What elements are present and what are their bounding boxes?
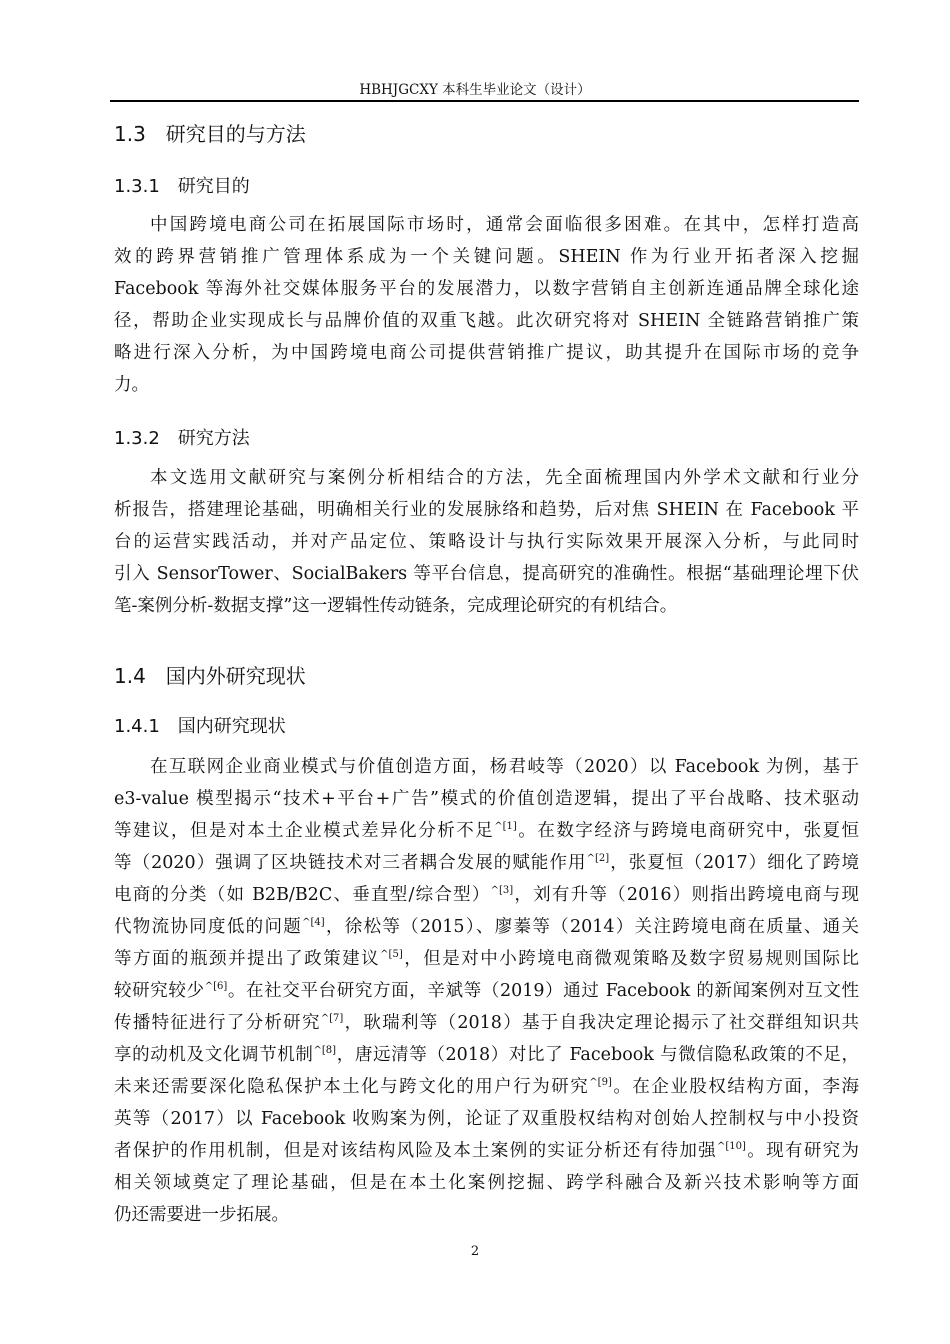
text-segment: 代物流协同度低的问题 [114, 917, 303, 937]
text-line [114, 241, 859, 273]
text-segment: 台的运营实践活动，并对产品定位、策略设计与执行实际效果开展深入分析，与此同时 [114, 532, 859, 552]
text-line [114, 1135, 859, 1167]
heading-1-4-1: 1.4.1 国内研究现状 [114, 716, 286, 737]
text-line [114, 783, 859, 815]
text-line [114, 879, 859, 911]
text-segment: Facebook 等海外社交媒体服务平台的发展潜力，以数字营销自主创新连通品牌全球化途 [114, 279, 859, 299]
text-segment: 相关领域奠定了理论基础，但是在本土化案例挖掘、跨学科融合及新兴技术影响等方面 [114, 1173, 859, 1193]
text-segment: 者保护的作用机制，但是对该结构风险及本土案例的实证分析还有待加强 [114, 1141, 718, 1161]
text-line [114, 847, 859, 879]
header-rule [110, 100, 859, 102]
text-segment: ，唐远清等（2018）对比了 Facebook 与微信隐私政策的不足， [336, 1045, 859, 1065]
heading-1-4: 1.4 国内外研究现状 [114, 664, 306, 688]
text-line [114, 558, 859, 590]
text-segment: 享的动机及文化调节机制 [114, 1045, 314, 1065]
text-segment: ，徐松等（2015）、廖蓁等（2014）关注跨境电商在质量、通关 [324, 917, 859, 937]
text-segment: 中国跨境电商公司在拓展国际市场时，通常会面临很多困难。在其中，怎样打造高 [150, 215, 859, 235]
text-line [114, 1039, 859, 1071]
text-line [114, 209, 859, 241]
text-line [114, 815, 859, 847]
paragraph-research-purpose [114, 209, 859, 401]
citation-ref: ^[3] [490, 885, 514, 896]
text-line [114, 590, 859, 622]
text-line [114, 1103, 859, 1135]
text-segment: 电商的分类（如 B2B/B2C、垂直型/综合型） [114, 885, 491, 905]
text-line [114, 526, 859, 558]
text-segment: 。在数字经济与跨境电商研究中，张夏恒 [516, 821, 859, 841]
text-segment: 效的跨界营销推广管理体系成为一个关键问题。SHEIN 作为行业开拓者深入挖掘 [114, 247, 859, 267]
text-segment: ，刘有升等（2016）则指出跨境电商与现 [513, 885, 859, 905]
text-segment: 。现有研究为 [745, 1141, 859, 1161]
paragraph-domestic-research [114, 751, 859, 1231]
citation-ref: ^[9] [589, 1077, 612, 1088]
text-segment: 未来还需要深化隐私保护本土化与跨文化的用户行为研究 [114, 1077, 590, 1097]
text-segment: ，耿瑞利等（2018）基于自我决定理论揭示了社交群组知识共 [343, 1013, 859, 1033]
text-segment: 引入 SensorTower、SocialBakers 等平台信息，提高研究的准确性。根据“基础理论埋下伏 [114, 564, 859, 584]
text-segment: 等方面的瓶颈并提出了政策建议 [114, 949, 381, 969]
text-segment: ，但是对中小跨境电商微观策略及数字贸易规则国际比 [402, 949, 859, 969]
text-line [114, 1071, 859, 1103]
heading-1-3-2: 1.3.2 研究方法 [114, 428, 250, 449]
text-line [114, 369, 859, 401]
text-line [114, 273, 859, 305]
citation-ref: ^[4] [302, 917, 325, 928]
paragraph-research-method [114, 462, 859, 622]
text-segment: 等建议，但是对本土企业模式差异化分析不足 [114, 821, 495, 841]
text-line [114, 911, 859, 943]
text-segment: 。在社交平台研究方面，辛斌等（2019）通过 Facebook 的新闻案例对互文性 [227, 981, 859, 1001]
text-line [114, 462, 859, 494]
text-line [114, 494, 859, 526]
citation-ref: ^[6] [204, 981, 228, 992]
text-line [114, 1199, 859, 1231]
citation-ref: ^[2] [586, 853, 610, 864]
text-segment: 析报告，搭建理论基础，明确相关行业的发展脉络和趋势，后对焦 SHEIN 在 Facebook 平 [114, 500, 859, 520]
text-segment: 笔-案例分析-数据支撑”这一逻辑性传动链条，完成理论研究的有机结合。 [114, 596, 678, 616]
citation-ref: ^[1] [494, 821, 517, 832]
text-segment: 较研究较少 [114, 981, 205, 1001]
text-segment: ，张夏恒（2017）细化了跨境 [609, 853, 859, 873]
text-line [114, 751, 859, 783]
text-line [114, 1007, 859, 1039]
text-line [114, 305, 859, 337]
running-header: HBHJGCXY 本科生毕业论文（设计） [359, 82, 591, 98]
page-number: 2 [470, 1244, 480, 1259]
text-segment: 本文选用文献研究与案例分析相结合的方法，先全面梳理国内外学术文献和行业分 [150, 468, 859, 488]
text-segment: e3-value 模型揭示“技术+平台+广告”模式的价值创造逻辑，提出了平台战略、技术驱动 [114, 789, 859, 809]
text-segment: 略进行深入分析，为中国跨境电商公司提供营销推广提议，助其提升在国际市场的竞争 [114, 343, 859, 363]
text-line [114, 337, 859, 369]
text-line [114, 975, 859, 1007]
text-segment: 径，帮助企业实现成长与品牌价值的双重飞越。此次研究将对 SHEIN 全链路营销推广策 [114, 311, 859, 331]
text-segment: 在互联网企业商业模式与价值创造方面，杨君岐等（2020）以 Facebook 为例，基于 [150, 757, 859, 777]
heading-1-3: 1.3 研究目的与方法 [114, 122, 306, 146]
text-line [114, 1167, 859, 1199]
text-segment: 等（2020）强调了区块链技术对三者耦合发展的赋能作用 [114, 853, 587, 873]
text-segment: 。在企业股权结构方面，李海 [611, 1077, 859, 1097]
text-line [114, 943, 859, 975]
citation-ref: ^[8] [313, 1045, 337, 1056]
citation-ref: ^[5] [380, 949, 403, 960]
text-segment: 传播特征进行了分析研究 [114, 1013, 321, 1033]
text-segment: 力。 [114, 375, 149, 395]
heading-1-3-1: 1.3.1 研究目的 [114, 176, 250, 197]
text-segment: 英等（2017）以 Facebook 收购案为例，论证了双重股权结构对创始人控制权与中小投资 [114, 1109, 859, 1129]
citation-ref: ^[7] [320, 1013, 344, 1024]
text-segment: 仍还需要进一步拓展。 [114, 1205, 289, 1225]
citation-ref: ^[10] [717, 1141, 746, 1152]
